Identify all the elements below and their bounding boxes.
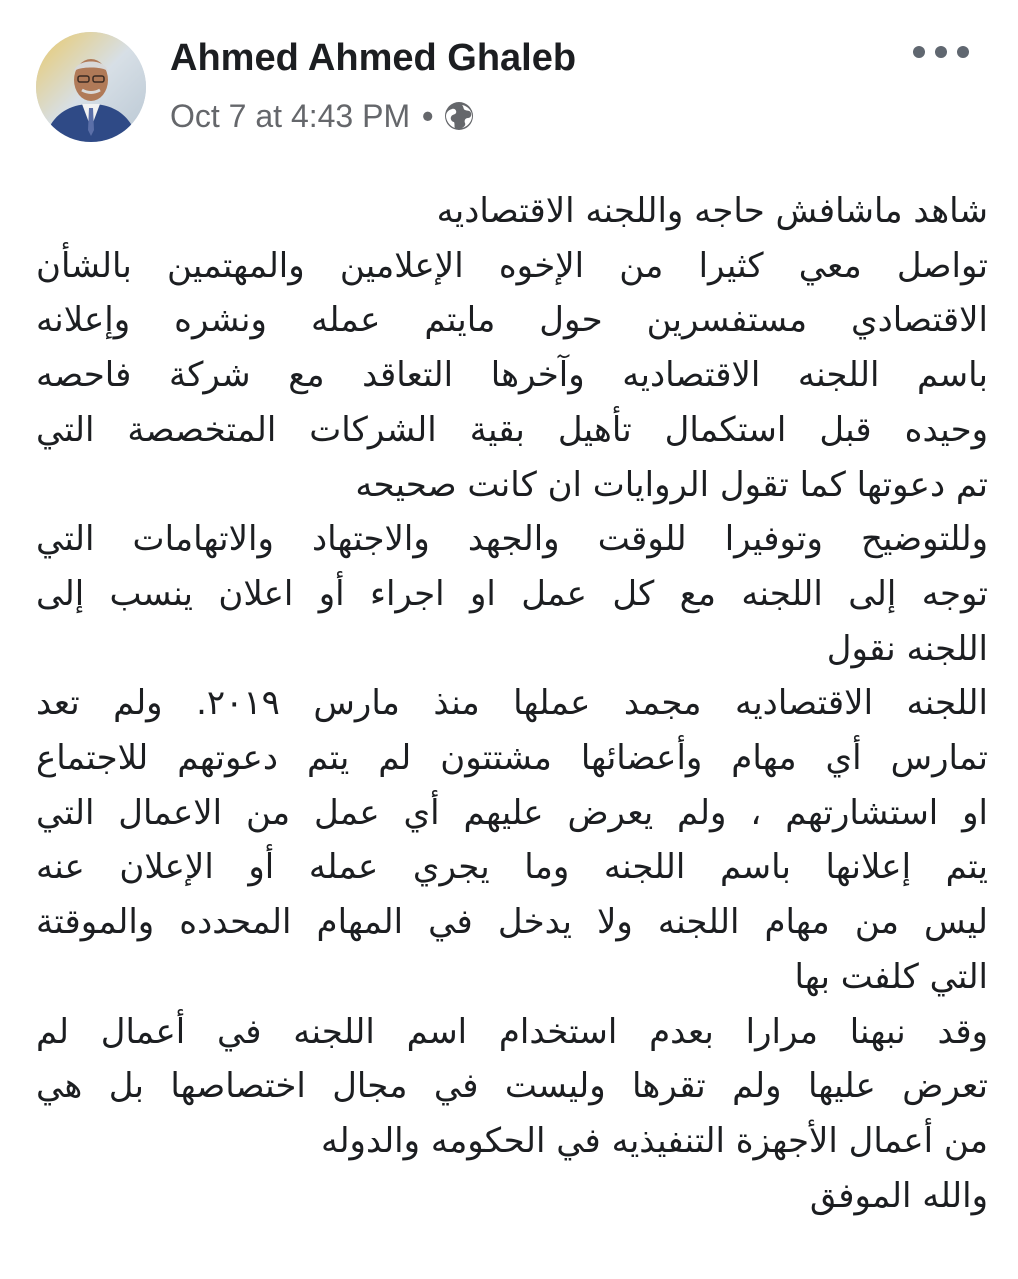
- post-line: من أعمال الأجهزة التنفيذيه في الحكومه والدوله: [320, 1120, 988, 1161]
- post-line: وللتوضيح وتوفيرا للوقت والجهد والاجتهاد والاتهامات التي: [36, 519, 988, 560]
- post-line: شاهد ماشافش حاجه واللجنه الاقتصاديه: [436, 191, 988, 231]
- globe-icon[interactable]: [443, 100, 475, 132]
- post-timestamp[interactable]: Oct 7 at 4:43 PM: [170, 97, 411, 134]
- more-horizontal-icon: [908, 42, 974, 62]
- post-line: تواصل معي كثيرا من الإخوه الإعلامين والمهتمين بالشأن: [36, 245, 988, 286]
- more-options-button[interactable]: [908, 30, 974, 74]
- profile-photo-icon: [36, 32, 146, 142]
- post-line: وقد نبهنا مرارا بعدم استخدام اسم اللجنه في أعمال لم: [36, 1011, 988, 1052]
- meta-separator: •: [422, 97, 434, 134]
- post-header: [0, 0, 1018, 160]
- post-meta: [170, 96, 475, 136]
- author-name[interactable]: Ahmed Ahmed Ghaleb: [170, 37, 577, 79]
- post-line: توجه إلى اللجنه مع كل عمل او اجراء أو اعلان ينسب إلى: [36, 573, 988, 614]
- post-line: وحيده قبل استكمال تأهيل بقية الشركات المتخصصة التي: [36, 409, 988, 450]
- post-line: والله الموفق: [809, 1175, 988, 1216]
- post-line: الاقتصادي مستفسرين حول مايتم عمله ونشره وإعلانه: [36, 300, 988, 341]
- post-line: اللجنه نقول: [826, 628, 988, 669]
- post-line: تم دعوتها كما تقول الروايات ان كانت صحيحه: [355, 464, 988, 505]
- post-line: تعرض عليها ولم تقرها وليست في مجال اختصاصها بل هي: [36, 1066, 988, 1107]
- post-line: ليس من مهام اللجنه ولا يدخل في المهام المحدده والموقتة: [36, 902, 988, 943]
- post-body: [36, 184, 988, 1264]
- post-line: يتم إعلانها باسم اللجنه وما يجري عمله أو الإعلان عنه: [36, 847, 988, 888]
- post-line: او استشارتهم ، ولم يعرض عليهم أي عمل من الاعمال التي: [36, 792, 988, 833]
- post-line: اللجنه الاقتصاديه مجمد عملها منذ مارس ٢٠١٩. ولم تعد: [36, 683, 988, 724]
- post-line: التي كلفت بها: [794, 956, 988, 997]
- post-line: تمارس أي مهام وأعضائها مشتتون لم يتم دعوتهم للاجتماع: [36, 738, 988, 779]
- post-line: باسم اللجنه الاقتصاديه وآخرها التعاقد مع شركة فاحصه: [36, 355, 988, 396]
- author-avatar[interactable]: [36, 32, 146, 142]
